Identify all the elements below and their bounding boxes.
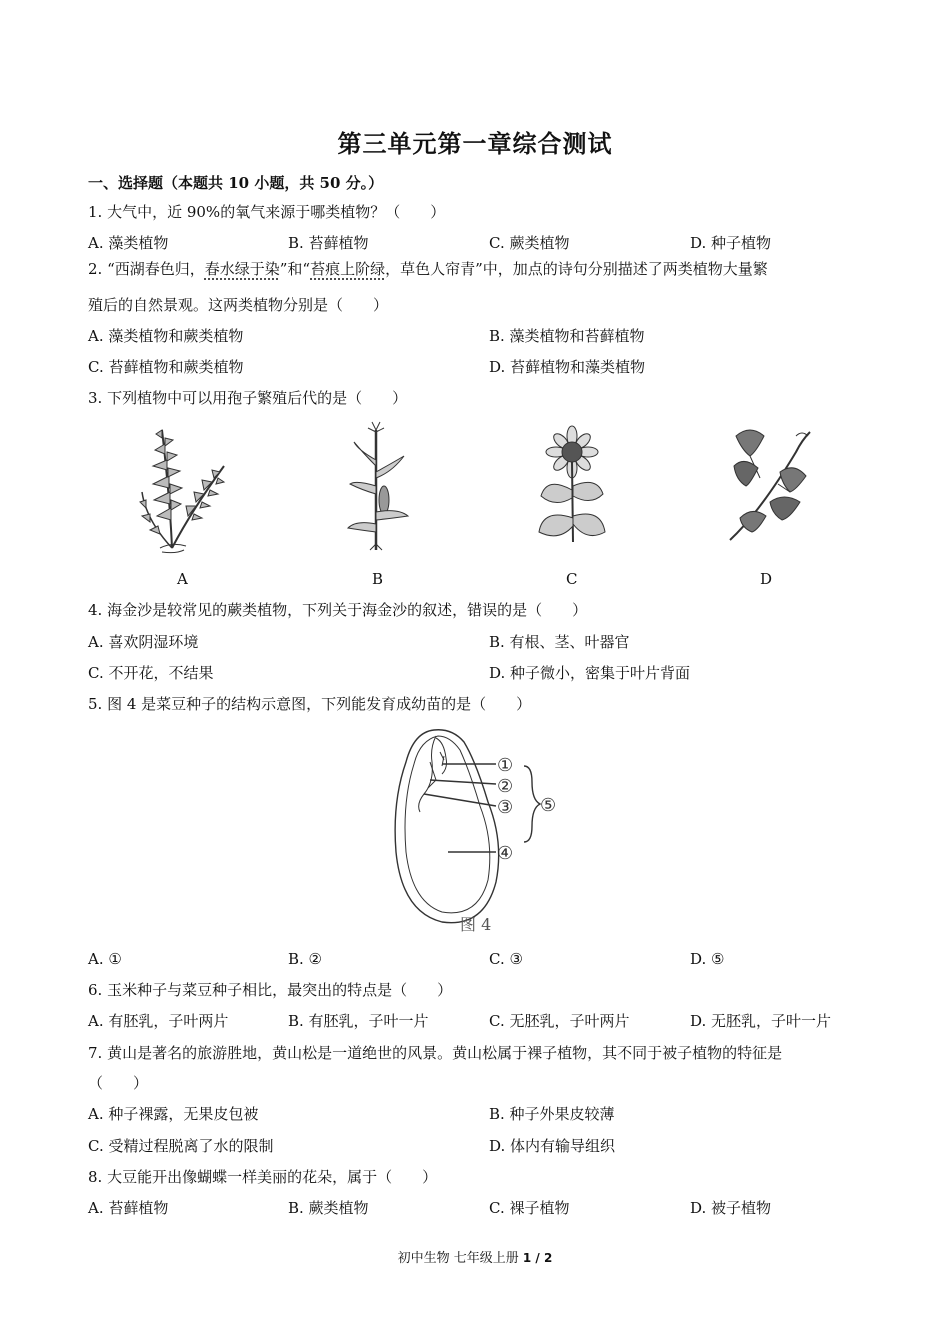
q7-option-b[interactable]: B. 种子外果皮较薄 xyxy=(489,1105,615,1123)
q5-option-c[interactable]: C. ③ xyxy=(489,950,523,968)
q5-option-a[interactable]: A. ① xyxy=(88,950,122,968)
figure-caption: 图 4 xyxy=(460,915,492,934)
footer-text: 初中生物 七年级上册 xyxy=(397,1251,523,1266)
q2-option-a[interactable]: A. 藻类植物和蕨类植物 xyxy=(88,327,244,345)
q8-stem: 8. 大豆能开出像蝴蝶一样美丽的花朵，属于（ ） xyxy=(88,1168,438,1186)
q3-stem: 3. 下列植物中可以用孢子繁殖后代的是（ ） xyxy=(88,389,408,407)
q4-stem: 4. 海金沙是较常见的蕨类植物，下列关于海金沙的叙述，错误的是（ ） xyxy=(88,601,588,619)
q2-option-c[interactable]: C. 苔藓植物和蕨类植物 xyxy=(88,358,244,376)
q7-option-a[interactable]: A. 种子裸露，无果皮包被 xyxy=(88,1105,259,1123)
q4-option-a[interactable]: A. 喜欢阴湿环境 xyxy=(88,633,199,651)
q5-option-d[interactable]: D. ⑤ xyxy=(690,950,725,968)
q5-stem: 5. 图 4 是菜豆种子的结构示意图，下列能发育成幼苗的是（ ） xyxy=(88,695,532,713)
q8-option-d[interactable]: D. 被子植物 xyxy=(690,1199,772,1217)
q8-option-c[interactable]: C. 裸子植物 xyxy=(489,1199,570,1217)
q2-option-b[interactable]: B. 藻类植物和苔藓植物 xyxy=(489,327,645,345)
q3-label-b: B xyxy=(372,570,384,588)
seed-mark-5: ⑤ xyxy=(540,795,557,816)
q6-option-b[interactable]: B. 有胚乳，子叶一片 xyxy=(288,1012,429,1030)
q1-option-b[interactable]: B. 苔藓植物 xyxy=(288,234,369,252)
section-heading: 一、选择题（本题共 10 小题，共 50 分。） xyxy=(88,174,384,192)
q4-option-c[interactable]: C. 不开花，不结果 xyxy=(88,664,214,682)
q2-dotted-phrase-1: 春水绿于染 xyxy=(204,260,280,278)
fern-illustration xyxy=(132,420,232,558)
q6-option-c[interactable]: C. 无胚乳，子叶两片 xyxy=(489,1012,630,1030)
q7-stem: 7. 黄山是著名的旅游胜地，黄山松是一道绝世的风景。黄山松属于裸子植物，其不同于被子植物的特征是 xyxy=(88,1044,783,1062)
q8-option-a[interactable]: A. 苔藓植物 xyxy=(88,1199,169,1217)
sunflower-illustration xyxy=(533,420,611,544)
ginkgo-illustration xyxy=(720,422,816,546)
q1-option-c[interactable]: C. 蕨类植物 xyxy=(489,234,570,252)
corn-illustration xyxy=(338,420,414,554)
bean-seed-diagram xyxy=(384,722,570,938)
q2-stem-continued: 殖后的自然景观。这两类植物分别是（ ） xyxy=(88,296,389,314)
q3-label-a: A xyxy=(177,570,188,588)
q2-option-d[interactable]: D. 苔藓植物和藻类植物 xyxy=(489,358,646,376)
q2-stem: 2. “西湖春色归，春水绿于染”和“苔痕上阶绿，草色人帘青”中，加点的诗句分别描述了两类植物大量繁 xyxy=(88,260,768,278)
q7-option-c[interactable]: C. 受精过程脱离了水的限制 xyxy=(88,1137,274,1155)
q3-label-d: D xyxy=(760,570,773,588)
q6-option-d[interactable]: D. 无胚乳，子叶一片 xyxy=(690,1012,832,1030)
q6-stem: 6. 玉米种子与菜豆种子相比，最突出的特点是（ ） xyxy=(88,981,453,999)
q1-option-d[interactable]: D. 种子植物 xyxy=(690,234,772,252)
q6-option-a[interactable]: A. 有胚乳，子叶两片 xyxy=(88,1012,229,1030)
seed-mark-3: ③ xyxy=(497,797,514,818)
seed-mark-2: ② xyxy=(497,776,514,797)
seed-mark-1: ① xyxy=(497,755,514,776)
q5-option-b[interactable]: B. ② xyxy=(288,950,323,968)
q4-option-d[interactable]: D. 种子微小，密集于叶片背面 xyxy=(489,664,691,682)
q8-option-b[interactable]: B. 蕨类植物 xyxy=(288,1199,369,1217)
q1-option-a[interactable]: A. 藻类植物 xyxy=(88,234,169,252)
page-number: 1 / 2 xyxy=(522,1251,553,1265)
page-footer xyxy=(0,1247,950,1266)
q7-stem-continued: （ ） xyxy=(88,1074,149,1092)
page-title: 第三单元第一章综合测试 xyxy=(337,129,613,158)
q3-label-c: C xyxy=(566,570,578,588)
q1-stem: 1. 大气中，近 90%的氧气来源于哪类植物？（ ） xyxy=(88,203,446,221)
q2-dotted-phrase-2: 苔痕上阶绿 xyxy=(310,260,386,278)
q4-option-b[interactable]: B. 有根、茎、叶器官 xyxy=(489,633,630,651)
q7-option-d[interactable]: D. 体内有输导组织 xyxy=(489,1137,616,1155)
seed-mark-4: ④ xyxy=(497,843,514,864)
